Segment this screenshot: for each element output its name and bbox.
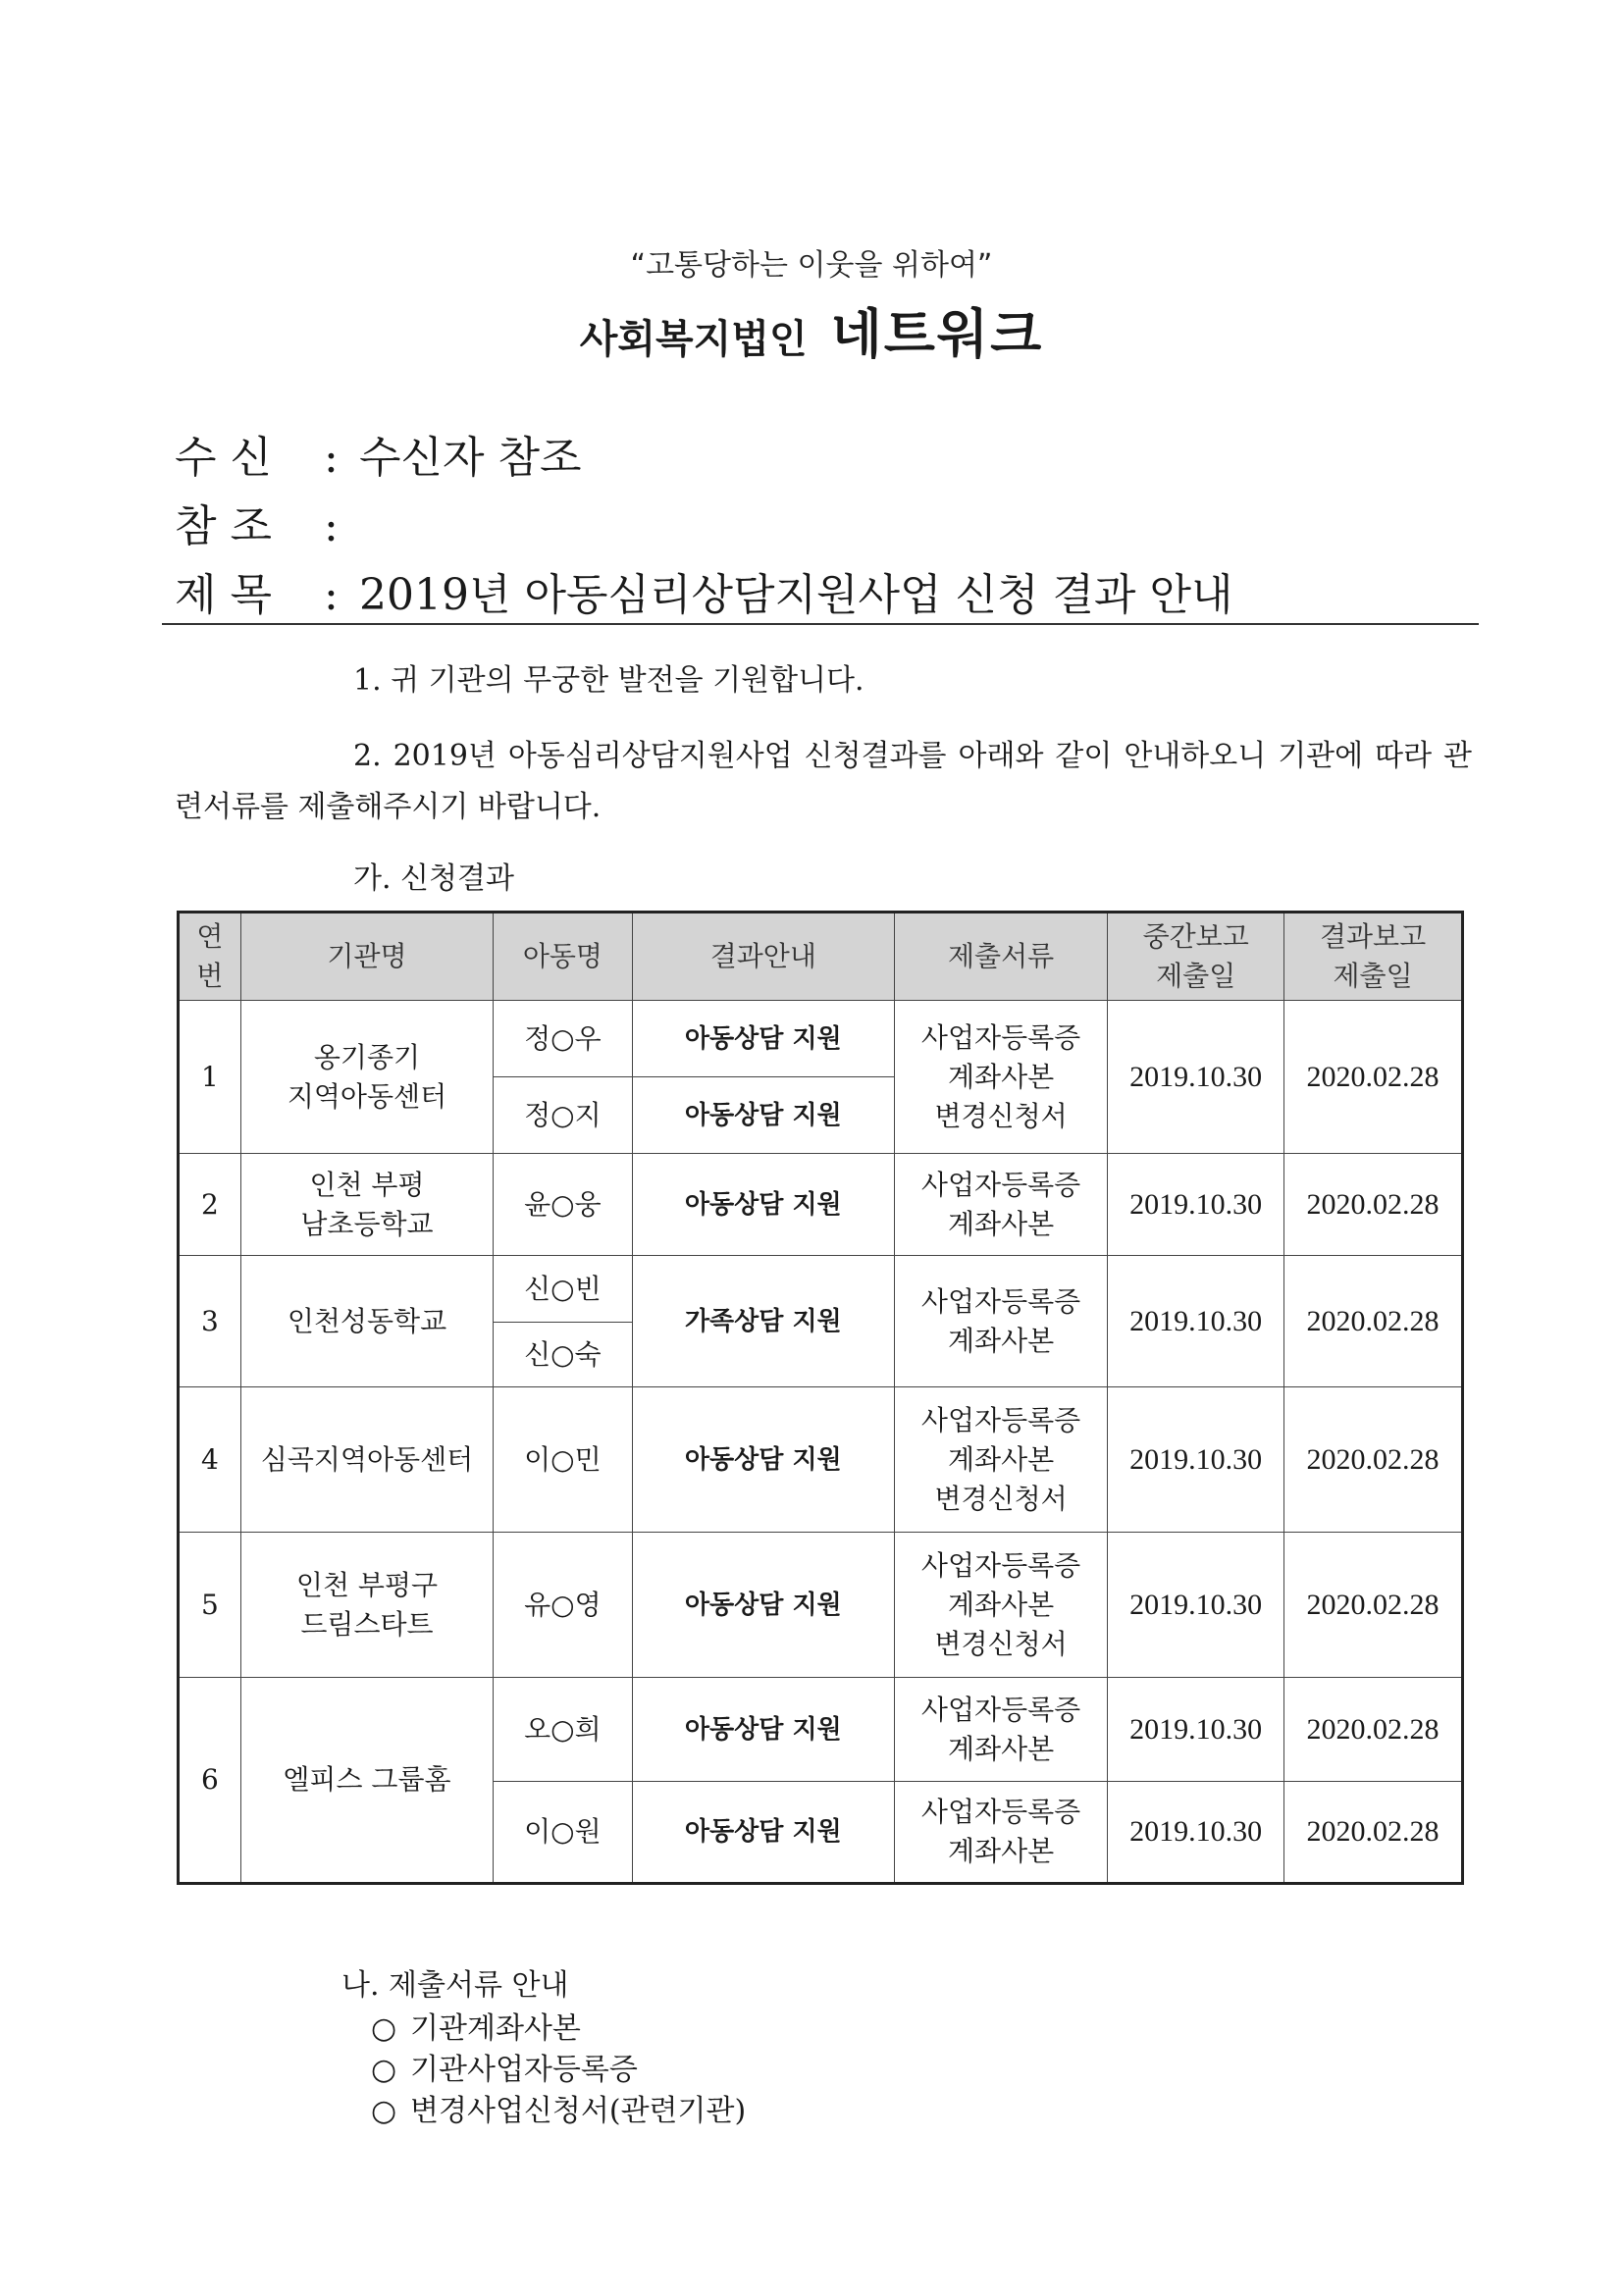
colon: :	[324, 570, 339, 620]
row-no: 5	[179, 1533, 241, 1678]
section-a-title: 가. 신청결과	[353, 861, 514, 896]
slogan: “고통당하는 이웃을 위하여”	[630, 248, 993, 283]
table-header-row	[179, 913, 1463, 1001]
recipient-label: 수 신	[175, 433, 272, 483]
result-cell: 아동상담 지원	[632, 1001, 894, 1077]
child-name: 정○지	[494, 1077, 633, 1154]
child-name: 정○우	[494, 1001, 633, 1077]
org-name-logo: 네트워크	[830, 303, 1044, 365]
reference-row	[175, 491, 359, 553]
final-date: 2020.02.28	[1284, 1154, 1463, 1256]
final-date: 2020.02.28	[1284, 1678, 1463, 1782]
subject-value: 2019년 아동심리상담지원사업 신청 결과 안내	[359, 570, 1233, 620]
row-no: 4	[179, 1387, 241, 1533]
institution-cell: 인천 부평구 드림스타트	[240, 1533, 493, 1678]
institution-cell: 인천성동학교	[240, 1256, 493, 1387]
final-date: 2020.02.28	[1284, 1001, 1463, 1154]
interim-date: 2019.10.30	[1108, 1001, 1284, 1154]
interim-date: 2019.10.30	[1108, 1387, 1284, 1533]
colon: :	[324, 433, 339, 483]
child-name: 유○영	[494, 1533, 633, 1678]
paragraph-1: 1. 귀 기관의 무궁한 발전을 기원합니다.	[353, 663, 864, 698]
header-child: 아동명	[494, 913, 633, 1001]
list-item	[371, 2086, 746, 2129]
org-prefix: 사회복지법인	[579, 317, 808, 362]
paragraph-2: 2. 2019년 아동심리상담지원사업 신청결과를 아래와 같이 안내하오니 기관에 따라 관련서류를 제출해주시기 바랍니다.	[175, 739, 1472, 824]
row-no: 2	[179, 1154, 241, 1256]
institution-cell: 심곡지역아동센터	[240, 1387, 493, 1533]
circle-bullet-icon: ○	[371, 2053, 397, 2087]
child-name: 오○희	[494, 1678, 633, 1782]
documents-cell: 사업자등록증 계좌사본	[894, 1154, 1107, 1256]
colon: :	[324, 501, 339, 551]
documents-cell: 사업자등록증 계좌사본 변경신청서	[894, 1387, 1107, 1533]
circle-bullet-icon: ○	[371, 2011, 397, 2046]
table-row	[179, 1154, 1463, 1256]
row-no: 3	[179, 1256, 241, 1387]
child-name: 이○원	[494, 1782, 633, 1884]
header-interim-date: 중간보고 제출일	[1108, 913, 1284, 1001]
interim-date: 2019.10.30	[1108, 1782, 1284, 1884]
interim-date: 2019.10.30	[1108, 1256, 1284, 1387]
header-institution: 기관명	[240, 913, 493, 1001]
final-date: 2020.02.28	[1284, 1256, 1463, 1387]
header-final-date: 결과보고 제출일	[1284, 913, 1463, 1001]
result-cell: 아동상담 지원	[632, 1077, 894, 1154]
final-date: 2020.02.28	[1284, 1782, 1463, 1884]
documents-cell: 사업자등록증 계좌사본 변경신청서	[894, 1001, 1107, 1154]
result-cell: 아동상담 지원	[632, 1533, 894, 1678]
row-no: 1	[179, 1001, 241, 1154]
child-name: 이○민	[494, 1387, 633, 1533]
header-result: 결과안내	[632, 913, 894, 1001]
institution-cell: 엘피스 그룹홈	[240, 1678, 493, 1884]
table-row	[179, 1387, 1463, 1533]
doc-item-label: 기관계좌사본	[410, 2011, 581, 2046]
final-date: 2020.02.28	[1284, 1387, 1463, 1533]
doc-item-label: 변경사업신청서(관련기관)	[410, 2094, 747, 2128]
child-name: 신○빈	[494, 1256, 633, 1323]
child-name: 신○숙	[494, 1323, 633, 1387]
recipient-row	[175, 422, 582, 485]
doc-item-label: 기관사업자등록증	[410, 2053, 638, 2087]
header-documents: 제출서류	[894, 913, 1107, 1001]
list-item	[371, 2045, 638, 2088]
result-cell: 아동상담 지원	[632, 1782, 894, 1884]
header-no: 연 번	[179, 913, 241, 1001]
documents-cell: 사업자등록증 계좌사본	[894, 1256, 1107, 1387]
row-no: 6	[179, 1678, 241, 1884]
interim-date: 2019.10.30	[1108, 1154, 1284, 1256]
documents-cell: 사업자등록증 계좌사본 변경신청서	[894, 1533, 1107, 1678]
table-row	[179, 1001, 1463, 1077]
section-b-title: 나. 제출서류 안내	[341, 1968, 569, 2003]
documents-cell: 사업자등록증 계좌사본	[894, 1782, 1107, 1884]
table-row	[179, 1678, 1463, 1782]
interim-date: 2019.10.30	[1108, 1533, 1284, 1678]
header-divider	[162, 623, 1479, 625]
institution-cell: 옹기종기 지역아동센터	[240, 1001, 493, 1154]
final-date: 2020.02.28	[1284, 1533, 1463, 1678]
list-item	[371, 2004, 581, 2047]
reference-label: 참 조	[175, 501, 272, 551]
interim-date: 2019.10.30	[1108, 1678, 1284, 1782]
result-table	[177, 911, 1464, 1885]
organization-title	[0, 292, 1623, 368]
subject-label: 제 목	[175, 570, 272, 620]
result-cell: 아동상담 지원	[632, 1154, 894, 1256]
table-row	[179, 1256, 1463, 1323]
result-cell: 아동상담 지원	[632, 1678, 894, 1782]
institution-cell: 인천 부평 남초등학교	[240, 1154, 493, 1256]
subject-row	[175, 559, 1233, 622]
result-cell: 아동상담 지원	[632, 1387, 894, 1533]
recipient-value: 수신자 참조	[359, 433, 582, 483]
documents-cell: 사업자등록증 계좌사본	[894, 1678, 1107, 1782]
table-row	[179, 1533, 1463, 1678]
result-cell: 가족상담 지원	[632, 1256, 894, 1387]
circle-bullet-icon: ○	[371, 2094, 397, 2128]
child-name: 윤○웅	[494, 1154, 633, 1256]
